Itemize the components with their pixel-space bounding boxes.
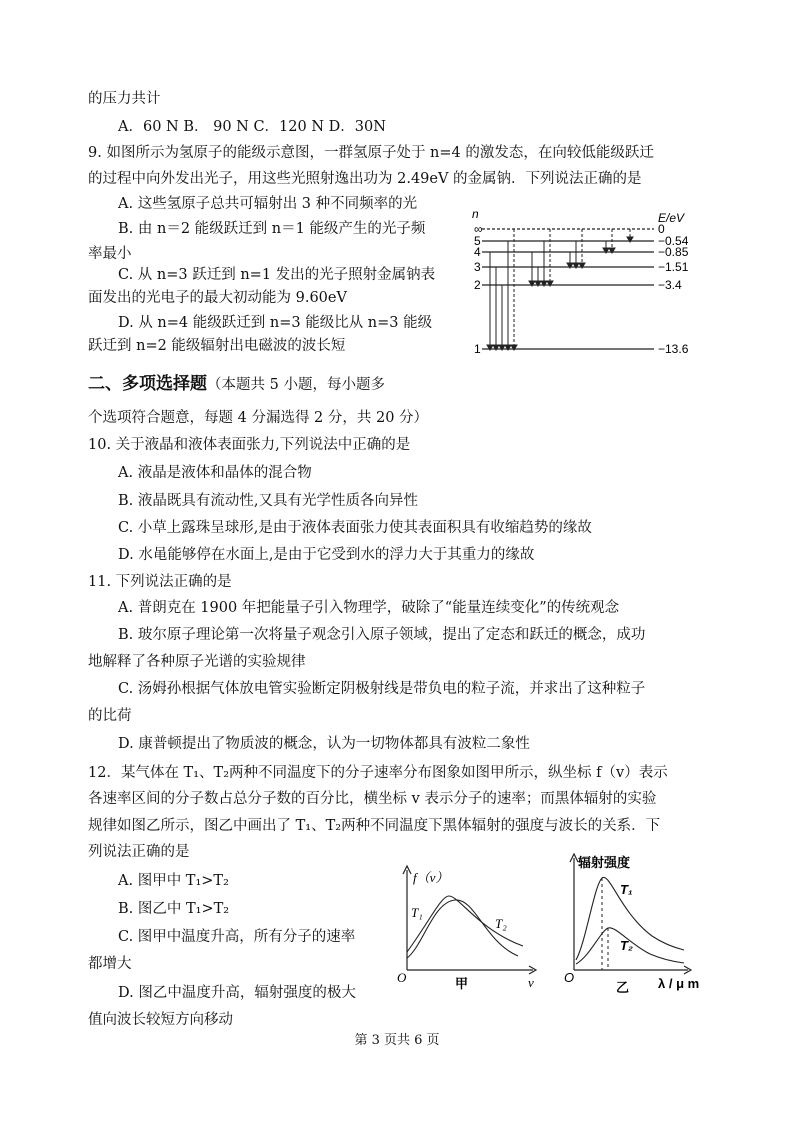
section2-desc-line2: 个选项符合题意，每题 4 分漏选得 2 分，共 20 分） xyxy=(88,410,429,426)
jia-label-t2: T₂ xyxy=(495,916,507,931)
q11-option-d: D. 康普顿提出了物质波的概念，认为一切物体都具有波粒二象性 xyxy=(118,736,530,752)
level-2-e: −3.4 xyxy=(658,278,682,292)
jia-origin: O xyxy=(397,970,407,985)
figure-jia-speed-distribution xyxy=(393,862,543,992)
level-3-e: −1.51 xyxy=(658,260,689,274)
q9-stem-line2: 的过程中向外发出光子，用这些光照射逸出功为 2.49eV 的金属钠．下列说法正确的是 xyxy=(88,171,642,187)
q9-option-b-line1: B. 由 n＝2 能级跃迁到 n＝1 能级产生的光子频 xyxy=(118,221,426,237)
q8-options: A．60 N B． 90 N C．120 N D．30N xyxy=(118,119,386,135)
q11-option-b-line2: 地解释了各种原子光谱的实验规律 xyxy=(88,654,306,670)
level-5-e: −0.54 xyxy=(658,234,689,248)
q9-option-d-line1: D. 从 n=4 能级跃迁到 n=3 能级比从 n=3 能级 xyxy=(118,315,433,331)
section2-title: 二、多项选择题 xyxy=(88,374,207,394)
q10-option-d: D. 水黾能够停在水面上,是由于它受到水的浮力大于其重力的缘故 xyxy=(118,547,535,563)
q9-option-d-line2: 跃迁到 n=2 能级辐射出电磁波的波长短 xyxy=(88,338,346,354)
energy-n-label: n xyxy=(472,207,479,221)
q12-stem-line3: 规律如图乙所示，图乙中画出了 T₁、T₂两种不同温度下黑体辐射的强度与波长的关系．下 xyxy=(88,818,661,834)
energy-level-diagram xyxy=(470,205,710,365)
page-footer: 第 3 页共 6 页 xyxy=(354,1033,440,1048)
jia-ylabel: f（v） xyxy=(413,870,449,885)
q10-option-c: C. 小草上露珠呈球形,是由于液体表面张力使其表面积具有收缩趋势的缘故 xyxy=(118,520,592,536)
level-4-e: −0.85 xyxy=(658,245,689,259)
q8-tail: 的压力共计 xyxy=(88,91,161,107)
q11-option-c-line2: 的比荷 xyxy=(88,708,132,724)
q9-option-b-line2: 率最小 xyxy=(88,246,132,262)
q12-option-c-line2: 都增大 xyxy=(88,956,132,972)
q9-option-c-line1: C. 从 n=3 跃迁到 n=1 发出的光子照射金属钠表 xyxy=(118,267,436,283)
q11-stem: 11. 下列说法正确的是 xyxy=(88,574,232,590)
transition-arrows xyxy=(487,229,633,350)
level-2-n: 2 xyxy=(474,278,481,292)
q12-option-d-line1: D. 图乙中温度升高，辐射强度的极大 xyxy=(118,985,356,1001)
q10-option-b: B. 液晶既具有流动性,又具有光学性质各向异性 xyxy=(118,493,418,509)
jia-caption: 甲 xyxy=(455,976,469,991)
q11-option-c-line1: C. 汤姆孙根据气体放电管实验断定阴极射线是带负电的粒子流，并求出了这种粒子 xyxy=(118,681,646,697)
level-1-n: 1 xyxy=(474,342,481,356)
level-inf-n: ∞ xyxy=(474,222,483,236)
q10-stem: 10. 关于液晶和液体表面张力,下列说法中正确的是 xyxy=(88,437,411,453)
yi-ylabel: 辐射强度 xyxy=(578,855,631,870)
section2-heading xyxy=(88,375,385,394)
q11-option-a: A. 普朗克在 1900 年把能量子引入物理学，破除了“能量连续变化”的传统观念 xyxy=(118,600,620,616)
energy-e-label: E/eV xyxy=(658,211,685,225)
yi-xlabel: λ / μ m xyxy=(658,976,700,991)
yi-label-t1: T₁ xyxy=(620,882,633,897)
q11-option-b-line1: B. 玻尔原子理论第一次将量子观念引入原子领域，提出了定态和跃迁的概念，成功 xyxy=(118,627,646,643)
level-5-n: 5 xyxy=(474,234,481,248)
figure-yi-blackbody-radiation xyxy=(560,852,720,998)
jia-xlabel: v xyxy=(528,975,534,990)
q12-stem-line4: 列说法正确的是 xyxy=(88,844,190,860)
q12-option-a: A. 图甲中 T₁>T₂ xyxy=(118,873,229,889)
q12-option-d-line2: 值向波长较短方向移动 xyxy=(88,1012,233,1028)
q12-option-c-line1: C. 图甲中温度升高，所有分子的速率 xyxy=(118,929,356,945)
q9-option-a: A. 这些氢原子总共可辐射出 3 种不同频率的光 xyxy=(118,196,418,212)
q12-option-b: B. 图乙中 T₁>T₂ xyxy=(118,901,230,917)
q9-option-c-line2: 面发出的光电子的最大初动能为 9.60eV xyxy=(88,290,347,306)
level-4-n: 4 xyxy=(474,245,481,259)
yi-origin: O xyxy=(564,970,575,985)
jia-label-t1: T₁ xyxy=(411,905,423,920)
q10-option-a: A. 液晶是液体和晶体的混合物 xyxy=(118,465,312,481)
level-3-n: 3 xyxy=(474,260,481,274)
q12-stem-line1: 12．某气体在 T₁、T₂两种不同温度下的分子速率分布图象如图甲所示，纵坐标 f（v）表示 xyxy=(88,765,668,781)
level-inf-e: 0 xyxy=(658,222,665,236)
section2-desc-line1: （本题共 5 小题，每小题多 xyxy=(207,377,385,393)
q9-stem-line1: 9. 如图所示为氢原子的能级示意图，一群氢原子处于 n=4 的激发态，在向较低能级跃迁 xyxy=(88,145,654,161)
yi-label-t2: T₂ xyxy=(620,938,633,953)
level-1-e: −13.6 xyxy=(658,342,689,356)
q12-stem-line2: 各速率区间的分子数占总分子数的百分比，横坐标 v 表示分子的速率；而黑体辐射的实验 xyxy=(88,791,657,807)
yi-caption: 乙 xyxy=(616,980,630,995)
